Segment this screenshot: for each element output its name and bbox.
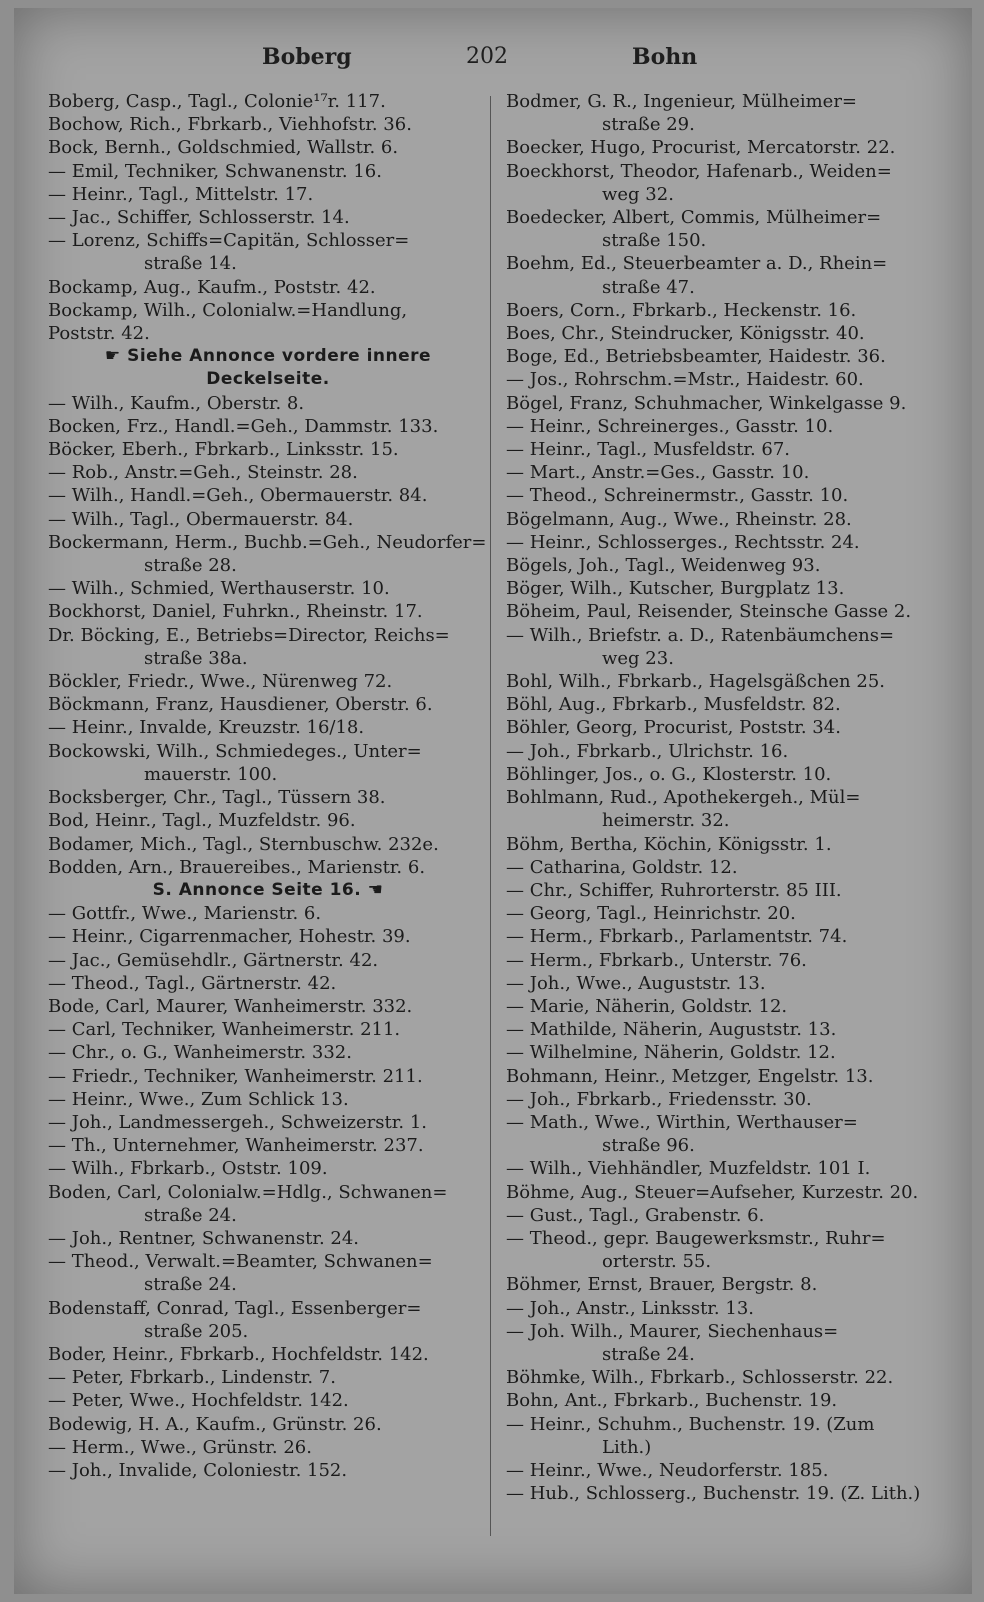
directory-entry: — Gottfr., Wwe., Marienstr. 6. (48, 903, 322, 925)
directory-entry: Bochow, Rich., Fbrkarb., Viehhofstr. 36. (48, 114, 412, 136)
directory-entry: Dr. Böcking, E., Betriebs=Director, Reichs= (48, 624, 450, 646)
directory-entry: straße 24. (602, 1343, 695, 1365)
directory-entry: — Chr., o. G., Wanheimerstr. 332. (48, 1042, 352, 1064)
directory-entry: — Catharina, Goldstr. 12. (506, 856, 738, 878)
annonce-notice: Deckelseite. (206, 369, 330, 390)
directory-entry: — Heinr., Schreinerges., Gasstr. 10. (506, 415, 834, 437)
directory-entry: — Joh., Fbrkarb., Friedensstr. 30. (506, 1088, 812, 1110)
annonce-notice: S. Annonce Seite 16. ☚ (152, 879, 384, 900)
directory-entry: straße 205. (144, 1320, 249, 1342)
directory-entry: — Heinr., Cigarrenmacher, Hohestr. 39. (48, 926, 411, 948)
directory-entry: Bocken, Frz., Handl.=Geh., Dammstr. 133. (48, 415, 439, 437)
directory-entry: — Joh., Anstr., Linksstr. 13. (506, 1297, 755, 1319)
directory-entry: Böhm, Bertha, Köchin, Königsstr. 1. (506, 833, 832, 855)
directory-entry: Boberg, Casp., Tagl., Colonie¹⁷r. 117. (48, 91, 386, 112)
directory-entry: Bodamer, Mich., Tagl., Sternbuschw. 232e. (48, 833, 439, 855)
directory-entry: Boes, Chr., Steindrucker, Königsstr. 40. (506, 323, 865, 345)
directory-entry: Bock, Bernh., Goldschmied, Wallstr. 6. (48, 137, 399, 159)
directory-entry: — Theod., Schreinermstr., Gasstr. 10. (506, 485, 849, 507)
directory-entry: Boeckhorst, Theodor, Hafenarb., Weiden= (506, 160, 892, 182)
directory-entry: — Joh. Wilh., Maurer, Siechenhaus= (506, 1320, 839, 1342)
directory-entry: — Georg, Tagl., Heinrichstr. 20. (506, 903, 796, 925)
directory-entry: — Mathilde, Näherin, Auguststr. 13. (506, 1019, 837, 1041)
directory-entry: — Wilh., Briefstr. a. D., Ratenbäumchens= (506, 624, 895, 646)
directory-entry: heimerstr. 32. (602, 810, 730, 832)
directory-entry: Bodden, Arn., Brauereibes., Marienstr. 6. (48, 856, 426, 878)
directory-entry: Bockamp, Aug., Kaufm., Poststr. 42. (48, 276, 376, 298)
directory-entry: — Wilhelmine, Näherin, Goldstr. 12. (506, 1042, 836, 1064)
directory-entry: — Herm., Wwe., Grünstr. 26. (48, 1436, 312, 1458)
directory-entry: Boden, Carl, Colonialw.=Hdlg., Schwanen= (48, 1181, 448, 1203)
directory-entry: — Math., Wwe., Wirthin, Werthauser= (506, 1111, 858, 1133)
directory-entry: Boers, Corn., Fbrkarb., Heckenstr. 16. (506, 299, 857, 321)
directory-entry: mauerstr. 100. (144, 763, 278, 785)
directory-entry: Bockamp, Wilh., Colonialw.=Handlung, (48, 299, 408, 321)
directory-entry: straße 24. (144, 1274, 237, 1296)
directory-entry: — Joh., Invalide, Coloniestr. 152. (48, 1459, 348, 1481)
directory-entry: — Hub., Schlosserg., Buchenstr. 19. (Z. Lith.) (506, 1483, 921, 1505)
directory-entry: — Chr., Schiffer, Ruhrorterstr. 85 III. (506, 879, 842, 901)
directory-entry: Bohmann, Heinr., Metzger, Engelstr. 13. (506, 1065, 874, 1087)
directory-entry: — Peter, Wwe., Hochfeldstr. 142. (48, 1390, 349, 1412)
directory-entry: Böheim, Paul, Reisender, Steinsche Gasse 2. (506, 601, 912, 623)
directory-entry: — Mart., Anstr.=Ges., Gasstr. 10. (506, 462, 810, 484)
directory-entry: — Carl, Techniker, Wanheimerstr. 211. (48, 1019, 401, 1041)
directory-entry: — Heinr., Tagl., Musfeldstr. 67. (506, 439, 791, 461)
directory-entry: — Wilh., Viehhändler, Muzfeldstr. 101 I. (506, 1158, 871, 1180)
directory-entry: — Heinr., Schuhm., Buchenstr. 19. (Zum (506, 1413, 875, 1435)
directory-entry: — Th., Unternehmer, Wanheimerstr. 237. (48, 1135, 424, 1157)
directory-entry: — Lorenz, Schiffs=Capitän, Schlosser= (48, 230, 410, 252)
directory-entry: Bockowski, Wilh., Schmiedeges., Unter= (48, 740, 422, 762)
directory-entry: Bögel, Franz, Schuhmacher, Winkelgasse 9. (506, 392, 907, 414)
directory-entry: Boecker, Hugo, Procurist, Mercatorstr. 22. (506, 137, 896, 159)
directory-entry: — Friedr., Techniker, Wanheimerstr. 211. (48, 1065, 423, 1087)
directory-entry: Poststr. 42. (48, 323, 150, 345)
directory-entry: straße 96. (602, 1135, 695, 1157)
directory-entry: — Jac., Gemüsehdlr., Gärtnerstr. 42. (48, 949, 379, 971)
directory-entry: — Heinr., Wwe., Neudorferstr. 185. (506, 1459, 829, 1481)
directory-entry: — Heinr., Tagl., Mittelstr. 17. (48, 183, 314, 205)
directory-entry: Boedecker, Albert, Commis, Mülheimer= (506, 207, 882, 229)
directory-entry: Boehm, Ed., Steuerbeamter a. D., Rhein= (506, 253, 888, 275)
directory-entry: — Wilh., Handl.=Geh., Obermauerstr. 84. (48, 485, 428, 507)
directory-entry: — Joh., Wwe., Auguststr. 13. (506, 972, 766, 994)
directory-entry: Boder, Heinr., Fbrkarb., Hochfeldstr. 142. (48, 1343, 429, 1365)
directory-entry: Boge, Ed., Betriebsbeamter, Haidestr. 36. (506, 346, 886, 368)
header-left-word: Boberg (262, 44, 352, 70)
directory-entry: — Theod., Tagl., Gärtnerstr. 42. (48, 972, 337, 994)
directory-entry: Bode, Carl, Maurer, Wanheimerstr. 332. (48, 995, 413, 1017)
directory-entry: — Jac., Schiffer, Schlosserstr. 14. (48, 207, 350, 229)
directory-entry: weg 23. (602, 647, 674, 669)
directory-entry: Böhme, Aug., Steuer=Aufseher, Kurzestr. 20. (506, 1181, 919, 1203)
page-number: 202 (466, 44, 508, 69)
directory-entry: Bockermann, Herm., Buchb.=Geh., Neudorfer= (48, 531, 487, 553)
directory-entry: straße 47. (602, 276, 695, 298)
directory-entry: Bohn, Ant., Fbrkarb., Buchenstr. 19. (506, 1390, 838, 1412)
header-right-word: Bohn (632, 44, 698, 70)
directory-entry: — Heinr., Wwe., Zum Schlick 13. (48, 1088, 349, 1110)
directory-entry: — Joh., Landmessergeh., Schweizerstr. 1. (48, 1111, 427, 1133)
directory-entry: straße 28. (144, 555, 237, 577)
directory-entry: straße 14. (144, 253, 237, 275)
directory-entry: — Wilh., Schmied, Werthauserstr. 10. (48, 578, 390, 600)
directory-entry: Böhmer, Ernst, Brauer, Bergstr. 8. (506, 1274, 818, 1296)
directory-entry: Bocksberger, Chr., Tagl., Tüssern 38. (48, 787, 386, 809)
directory-entry: — Joh., Fbrkarb., Ulrichstr. 16. (506, 740, 789, 762)
directory-entry: — Rob., Anstr.=Geh., Steinstr. 28. (48, 462, 358, 484)
directory-entry: Böhlinger, Jos., o. G., Klosterstr. 10. (506, 763, 832, 785)
directory-entry: — Wilh., Tagl., Obermauerstr. 84. (48, 508, 354, 530)
directory-entry: — Herm., Fbrkarb., Unterstr. 76. (506, 949, 807, 971)
directory-entry: Böhl, Aug., Fbrkarb., Musfeldstr. 82. (506, 694, 841, 716)
annonce-notice: ☛ Siehe Annonce vordere innere (104, 346, 432, 367)
directory-entry: weg 32. (602, 183, 674, 205)
page-header (14, 38, 972, 78)
directory-entry: — Heinr., Invalde, Kreuzstr. 16/18. (48, 717, 365, 739)
directory-entry: Bohlmann, Rud., Apothekergeh., Mül= (506, 787, 861, 809)
directory-entry: — Joh., Rentner, Schwanenstr. 24. (48, 1227, 360, 1249)
directory-entry: Bohl, Wilh., Fbrkarb., Hagelsgäßchen 25. (506, 671, 886, 693)
directory-entry: Bögelmann, Aug., Wwe., Rheinstr. 28. (506, 508, 852, 530)
directory-entry: straße 38a. (144, 647, 248, 669)
directory-page (14, 8, 972, 1594)
column-divider (490, 96, 491, 1536)
directory-entry: — Herm., Fbrkarb., Parlamentstr. 74. (506, 926, 848, 948)
directory-entry: — Theod., Verwalt.=Beamter, Schwanen= (48, 1251, 433, 1273)
directory-entry: — Wilh., Kaufm., Oberstr. 8. (48, 392, 305, 414)
directory-entry: Böckler, Friedr., Wwe., Nürenweg 72. (48, 671, 393, 693)
directory-entry: straße 150. (602, 230, 707, 252)
directory-entry: Böger, Wilh., Kutscher, Burgplatz 13. (506, 578, 845, 600)
left-column (48, 90, 488, 1482)
directory-entry: — Marie, Näherin, Goldstr. 12. (506, 995, 788, 1017)
directory-entry: Bögels, Joh., Tagl., Weidenweg 93. (506, 555, 821, 577)
directory-entry: straße 29. (602, 114, 695, 136)
directory-entry: Bockhorst, Daniel, Fuhrkn., Rheinstr. 17. (48, 601, 423, 623)
directory-entry: — Emil, Techniker, Schwanenstr. 16. (48, 160, 382, 182)
directory-entry: Bod, Heinr., Tagl., Muzfeldstr. 96. (48, 810, 356, 832)
directory-entry: — Peter, Fbrkarb., Lindenstr. 7. (48, 1367, 336, 1389)
right-column (506, 90, 946, 1505)
directory-entry: Lith.) (602, 1436, 652, 1458)
directory-entry: — Wilh., Fbrkarb., Oststr. 109. (48, 1158, 328, 1180)
directory-entry: orterstr. 55. (602, 1251, 712, 1273)
directory-entry: Bodmer, G. R., Ingenieur, Mülheimer= (506, 91, 858, 112)
directory-entry: Böhmke, Wilh., Fbrkarb., Schlosserstr. 22. (506, 1367, 894, 1389)
directory-entry: straße 24. (144, 1204, 237, 1226)
directory-entry: Böhler, Georg, Procurist, Poststr. 34. (506, 717, 841, 739)
directory-entry: Bodewig, H. A., Kaufm., Grünstr. 26. (48, 1413, 382, 1435)
directory-entry: — Jos., Rohrschm.=Mstr., Haidestr. 60. (506, 369, 864, 391)
directory-entry: Böckmann, Franz, Hausdiener, Oberstr. 6. (48, 694, 433, 716)
directory-entry: — Heinr., Schlosserges., Rechtsstr. 24. (506, 531, 860, 553)
directory-entry: Böcker, Eberh., Fbrkarb., Linksstr. 15. (48, 439, 399, 461)
directory-entry: Bodenstaff, Conrad, Tagl., Essenberger= (48, 1297, 422, 1319)
directory-entry: — Gust., Tagl., Grabenstr. 6. (506, 1204, 765, 1226)
directory-entry: — Theod., gepr. Baugewerksmstr., Ruhr= (506, 1227, 886, 1249)
